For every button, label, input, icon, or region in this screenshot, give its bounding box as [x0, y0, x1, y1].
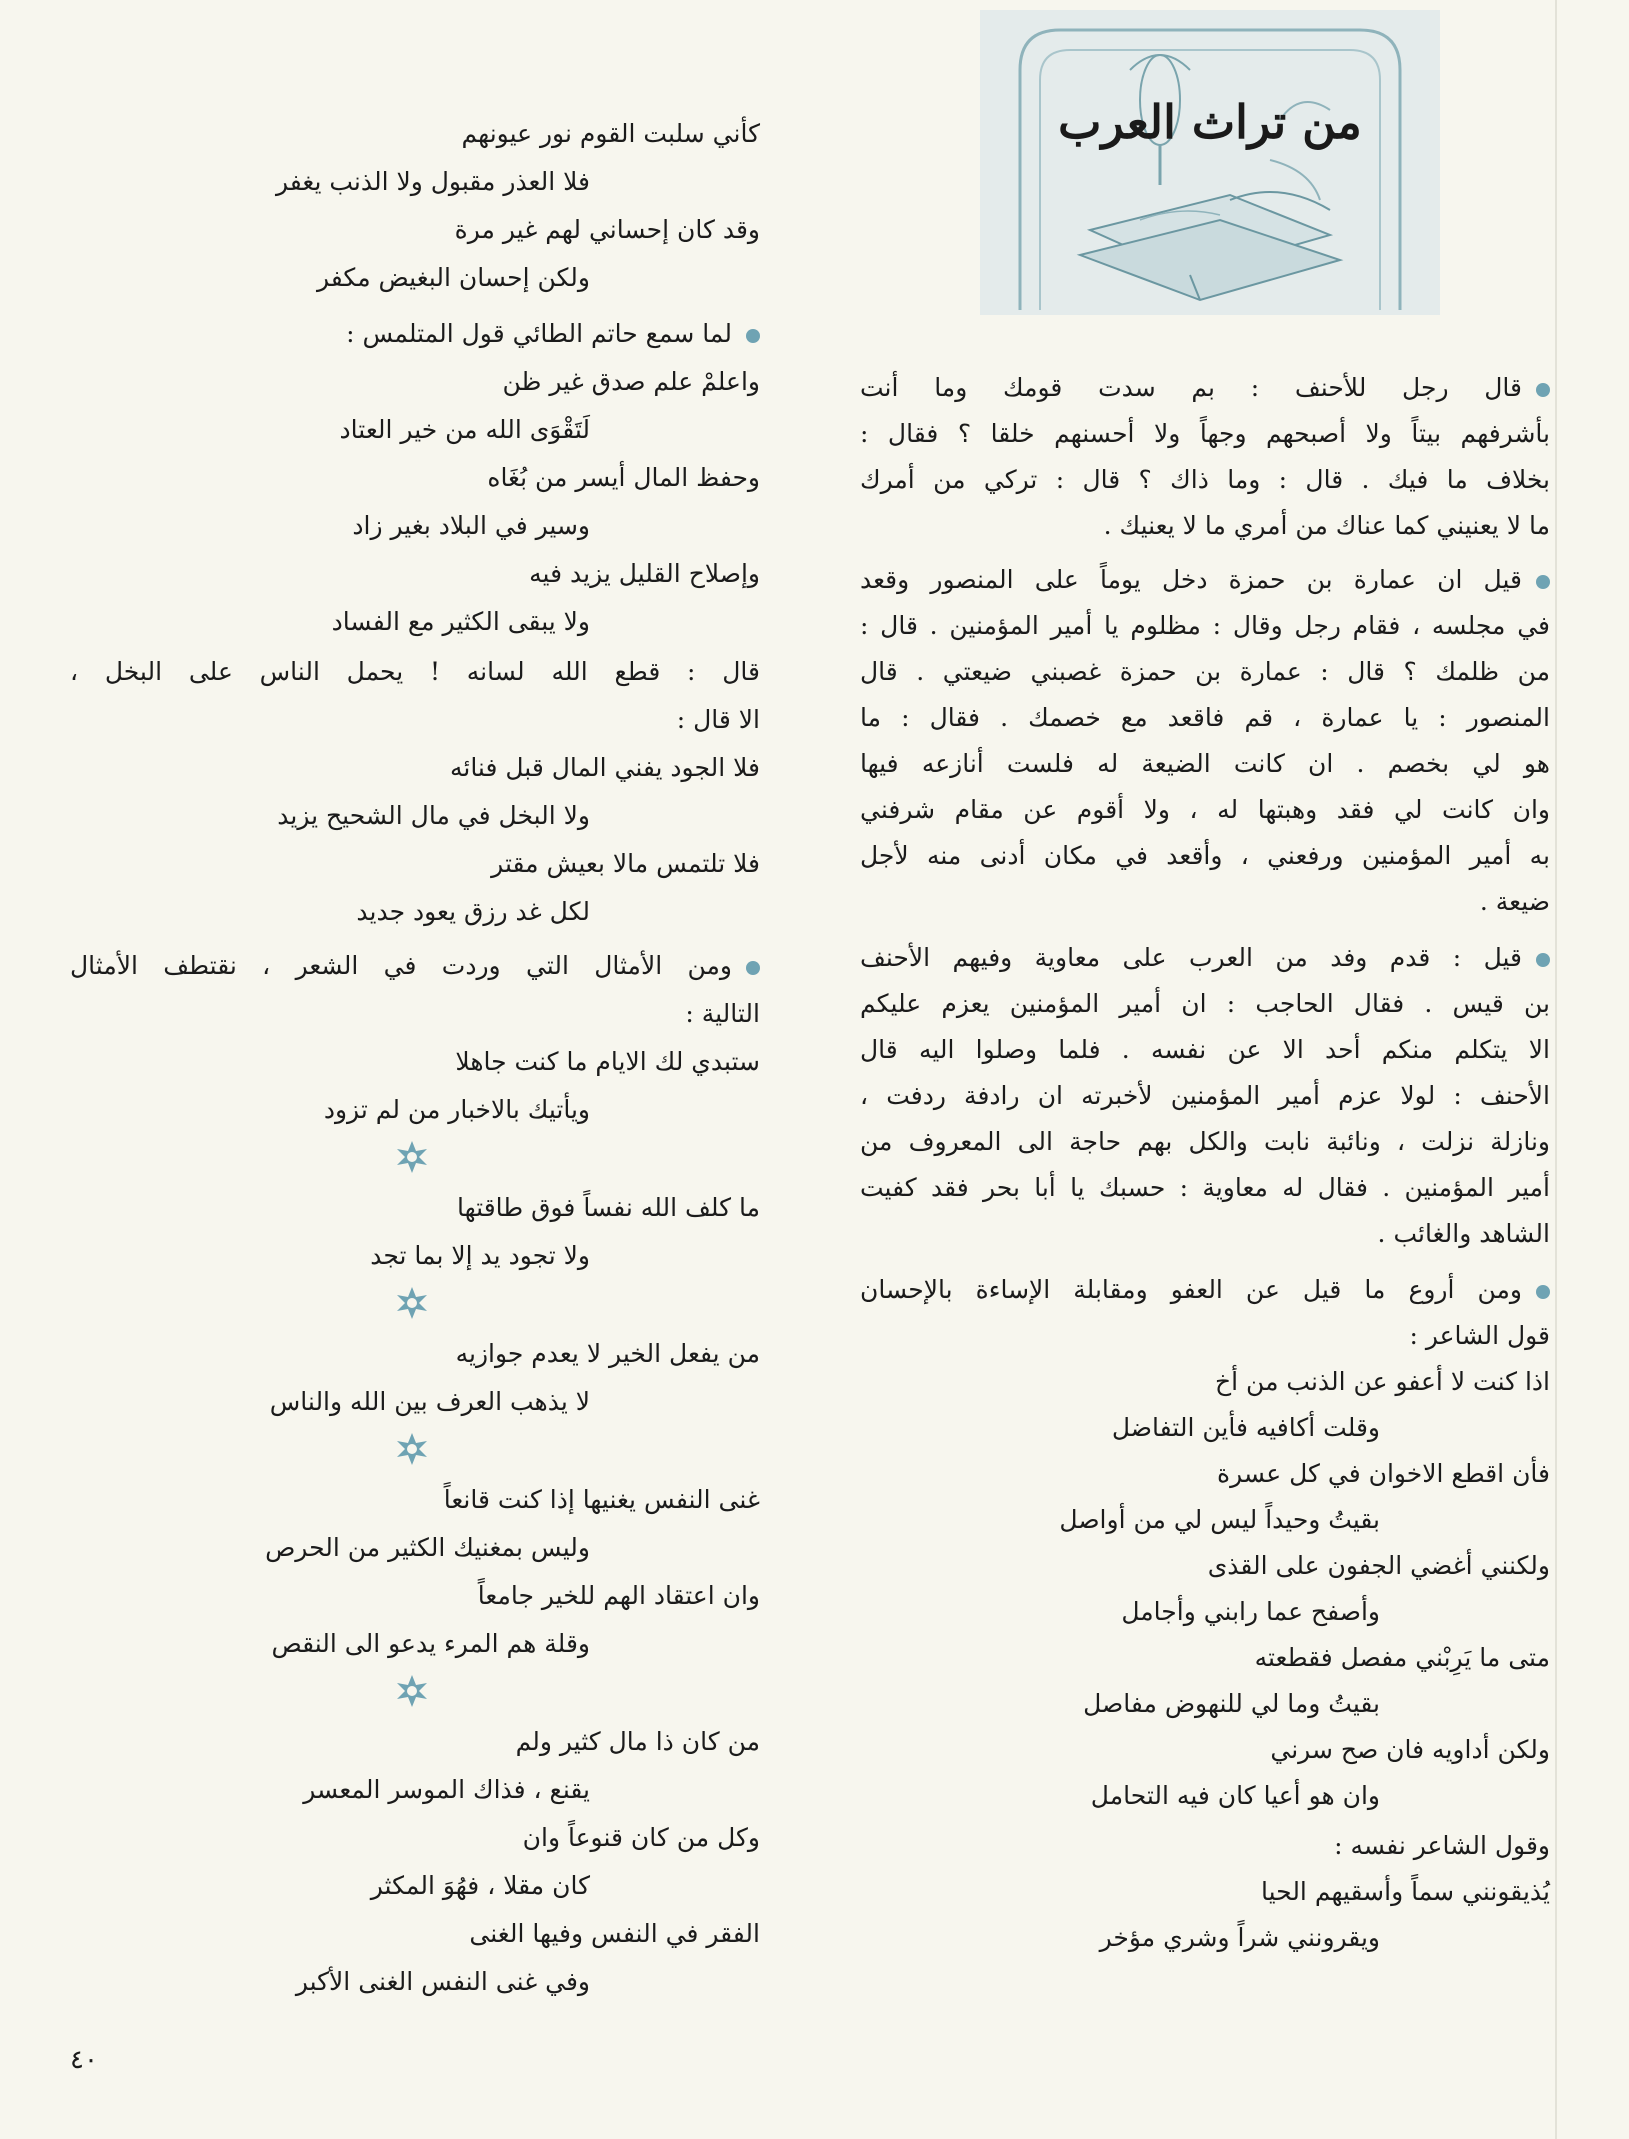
text-line: لما سمع حاتم الطائي قول المتلمس : [346, 312, 760, 356]
text-line: وان كانت لي فقد وهبتها له ، ولا أقوم عن مقام شرفني [860, 795, 1550, 824]
verse-second-hemistich: بقيتُ وما لي للنهوض مفاصل [1083, 1689, 1380, 1718]
text-line: التالية : [685, 999, 760, 1028]
text-line: ومن الأمثال التي وردت في الشعر ، نقتطف الأمثال [70, 944, 760, 988]
verse-second-hemistich: وليس بمغنيك الكثير من الحرص [265, 1533, 590, 1562]
text-line: المنصور : يا عمارة ، قم فاقعد مع خصمك . فقال : ما [860, 703, 1550, 732]
text-line: الأحنف : لولا عزم أمير المؤمنين لأخبرته ان رادفة ردفت ، [860, 1081, 1550, 1110]
verse-first-hemistich: فلا تلتمس مالا بعيش مقتر [491, 849, 760, 878]
verse-second-hemistich: وأصفح عما رابني وأجامل [1121, 1597, 1380, 1626]
verse-second-hemistich: وفي غنى النفس الغنى الأكبر [295, 1967, 590, 1996]
verse-second-hemistich: وقلت أكافيه فأين التفاضل [1111, 1413, 1380, 1442]
verse-second-hemistich: ولكن إحسان البغيض مكفر [316, 263, 590, 292]
text-line: به أمير المؤمنين ورفعني ، وأقعد في مكان أدنى منه لأجل [860, 841, 1550, 870]
dot-bullet-icon [1536, 953, 1550, 967]
text-line: ومن أروع ما قيل عن العفو ومقابلة الإساءة بالإحسان [860, 1268, 1550, 1312]
star-ornament-icon [395, 1286, 429, 1320]
verse-first-hemistich: وإصلاح القليل يزيد فيه [529, 559, 760, 588]
verse-first-hemistich: وقد كان إحساني لهم غير مرة [454, 215, 760, 244]
verse-first-hemistich: من يفعل الخير لا يعدم جوازيه [455, 1339, 760, 1368]
verse-second-hemistich: وسير في البلاد بغير زاد [352, 511, 590, 540]
verse-first-hemistich: متى ما يَرِبْني مفصل فقطعته [1254, 1643, 1550, 1672]
verse-second-hemistich: لا يذهب العرف بين الله والناس [269, 1387, 590, 1416]
verse-second-hemistich: ولا يبقى الكثير مع الفساد [331, 607, 590, 636]
dot-bullet-icon [1536, 383, 1550, 397]
verse-first-hemistich: وكل من كان قنوعاً وان [522, 1823, 760, 1852]
verse-first-hemistich: غنى النفس يغنيها إذا كنت قانعاً [443, 1485, 760, 1514]
star-ornament-icon [395, 1140, 429, 1174]
text-line: الا قال : [676, 705, 760, 734]
verse-second-hemistich: ويقرونني شراً وشري مؤخر [1099, 1923, 1380, 1952]
section-title: من تراث العرب [1058, 95, 1362, 149]
page-edge [1555, 0, 1557, 2139]
text-line: من ظلمك ؟ قال : عمارة بن حمزة غصبني ضيعتي . قال [860, 657, 1550, 686]
text-line: بأشرفهم بيتاً ولا أصبحهم وجهاً ولا أحسنهم خلقا ؟ فقال : [860, 419, 1550, 448]
verse-second-hemistich: يقنع ، فذاك الموسر المعسر [303, 1775, 590, 1804]
header-illustration [980, 10, 1440, 315]
text-line: هو لي بخصم . ان كانت الضيعة له فلست أنازعه فيها [860, 749, 1550, 778]
verse-first-hemistich: يُذيقونني سماً وأسقيهم الحيا [1261, 1877, 1550, 1906]
verse-first-hemistich: الفقر في النفس وفيها الغنى [469, 1919, 760, 1948]
verse-first-hemistich: ولكن أداويه فان صح سرني [1270, 1735, 1550, 1764]
verse-first-hemistich: كأني سلبت القوم نور عيونهم [461, 119, 760, 148]
star-ornament-icon [395, 1432, 429, 1466]
verse-first-hemistich: فلا الجود يفني المال قبل فنائه [449, 753, 760, 782]
verse-second-hemistich: وان هو أعيا كان فيه التحامل [1090, 1781, 1380, 1810]
text-line: في مجلسه ، فقام رجل وقال : مظلوم يا أمير المؤمنين . قال : [860, 611, 1550, 640]
verse-first-hemistich: وحفظ المال أيسر من بُغَاه [487, 463, 760, 492]
text-line: قيل : قدم وفد من العرب على معاوية وفيهم الأحنف [860, 936, 1550, 980]
text-line: قال : قطع الله لسانه ! يحمل الناس على البخل ، [70, 657, 760, 686]
text-line: ونازلة نزلت ، ونائبة نابت والكل بهم حاجة الى المعروف من [860, 1127, 1550, 1156]
verse-second-hemistich: ولا البخل في مال الشحيح يزيد [277, 801, 590, 830]
verse-first-hemistich: ستبدي لك الايام ما كنت جاهلا [455, 1047, 760, 1076]
verse-first-hemistich: ما كلف الله نفساً فوق طاقتها [457, 1193, 760, 1222]
text-line: أمير المؤمنين . فقال له معاوية : حسبك يا أبا بحر فقد كفيت [860, 1173, 1550, 1202]
verse-first-hemistich: واعلمْ علم صدق غير ظن [502, 367, 760, 396]
dot-bullet-icon [746, 329, 760, 343]
page-number: ٤٠ [70, 2045, 98, 2075]
verse-first-hemistich: وان اعتقاد الهم للخير جامعاً [477, 1581, 760, 1610]
text-line: بن قيس . فقال الحاجب : ان أمير المؤمنين يعزم عليكم [860, 989, 1550, 1018]
verse-second-hemistich: وقلة هم المرء يدعو الى النقص [271, 1629, 590, 1658]
dot-bullet-icon [1536, 575, 1550, 589]
verse-second-hemistich: كان مقلا ، فهُوَ المكثر [370, 1871, 590, 1900]
text-line: قال رجل للأحنف : بم سدت قومك وما أنت [860, 366, 1550, 410]
text-line: قول الشاعر : [1409, 1321, 1550, 1350]
star-ornament-icon [395, 1674, 429, 1708]
text-line: وقول الشاعر نفسه : [1334, 1831, 1550, 1860]
verse-first-hemistich: من كان ذا مال كثير ولم [515, 1727, 760, 1756]
verse-first-hemistich: ولكنني أغضي الجفون على القذى [1207, 1551, 1550, 1580]
verse-second-hemistich: بقيتُ وحيداً ليس لي من أواصل [1059, 1505, 1380, 1534]
text-line: ضيعة . [1479, 887, 1550, 916]
verse-first-hemistich: فأن اقطع الاخوان في كل عسرة [1217, 1459, 1550, 1488]
text-line: قيل ان عمارة بن حمزة دخل يوماً على المنصور وقعد [860, 558, 1550, 602]
text-line: الشاهد والغائب . [1377, 1219, 1550, 1248]
text-line: الا يتكلم منكم أحد الا عن نفسه . فلما وصلوا اليه قال [860, 1035, 1550, 1064]
verse-second-hemistich: لكل غد رزق يعود جديد [356, 897, 590, 926]
dot-bullet-icon [746, 961, 760, 975]
dot-bullet-icon [1536, 1285, 1550, 1299]
verse-second-hemistich: فلا العذر مقبول ولا الذنب يغفر [275, 167, 590, 196]
verse-second-hemistich: ولا تجود يد إلا بما تجد [370, 1241, 590, 1270]
books-illustration [980, 10, 1440, 315]
verse-first-hemistich: اذا كنت لا أعفو عن الذنب من أخ [1215, 1367, 1550, 1396]
verse-second-hemistich: لَتَقْوَى الله من خير العتاد [339, 415, 590, 444]
text-line: بخلاف ما فيك . قال : وما ذاك ؟ قال : تركي من أمرك [860, 465, 1550, 494]
text-line: ما لا يعنيني كما عناك من أمري ما لا يعنيك . [1103, 511, 1550, 540]
verse-second-hemistich: ويأتيك بالاخبار من لم تزود [323, 1095, 590, 1124]
